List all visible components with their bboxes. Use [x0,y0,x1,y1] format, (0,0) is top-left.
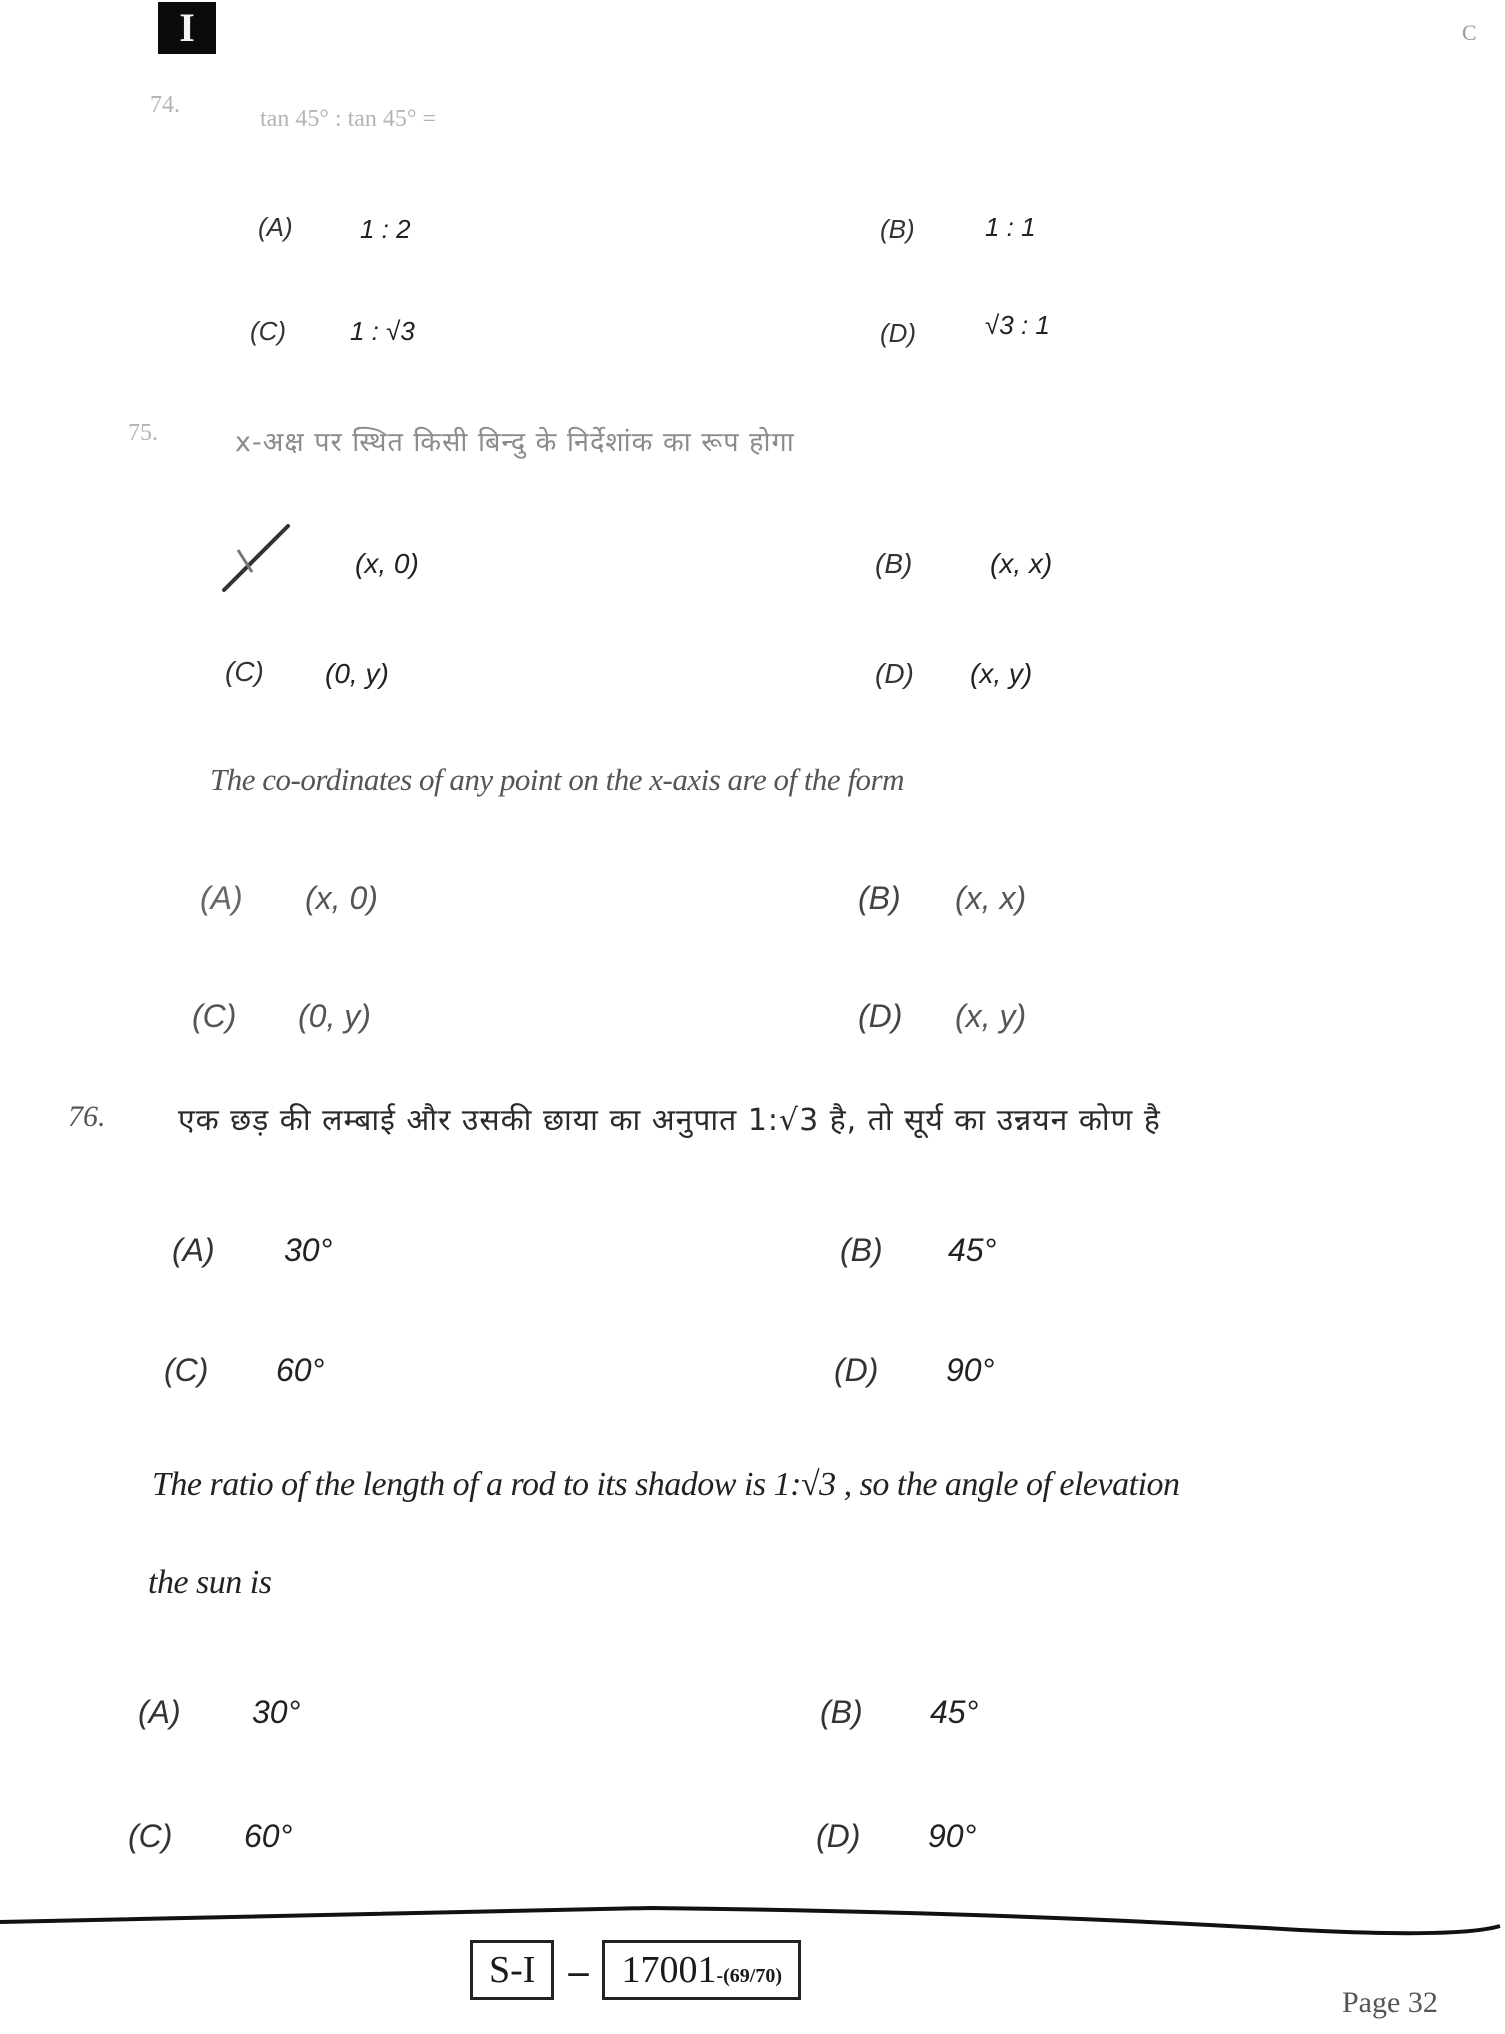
paper-code-box [602,1940,801,2000]
option-value-c: 60° [244,1818,293,1854]
option-value-b: (x, x) [990,548,1053,579]
question-stem-hindi: एक छड़ की लम्बाई और उसकी छाया का अनुपात 1:√3 है, तो सूर्य का उन्नयन कोण है [178,1103,1161,1138]
section-marker: I [158,2,216,54]
option-label-b: (B) [880,214,915,244]
option-value-b: 45° [948,1232,997,1268]
option-value-b: (x, x) [955,880,1027,916]
option-label-a: (A) [172,1232,215,1268]
footer-code-group [470,1940,801,2000]
option-label-a: (A) [258,212,293,242]
question-number: 75. [128,420,158,446]
option-value-b: 1 : 1 [985,212,1036,242]
option-label-a: (A) [138,1694,181,1730]
option-label-c: (C) [225,656,264,687]
option-label-d: (D) [875,658,914,689]
option-label-c: (C) [192,998,237,1034]
option-value-a: 30° [252,1694,301,1730]
option-value-d: (x, y) [970,658,1033,689]
question-stem-english-line1: The ratio of the length of a rod to its shadow is 1:√3 , so the angle of elevation [152,1466,1180,1503]
question-stem-english-line2: the sun is [148,1564,272,1601]
option-label-c: (C) [164,1352,209,1388]
option-value-d: (x, y) [955,998,1027,1034]
option-value-c: 60° [276,1352,325,1388]
question-number: 76. [68,1100,106,1133]
option-label-b: (B) [820,1694,863,1730]
option-label-c: (C) [128,1818,173,1854]
question-number: 74. [150,92,180,118]
option-label-b: (B) [875,548,913,579]
option-value-c: (0, y) [325,658,389,689]
question-stem: tan 45° : tan 45° = [260,106,437,132]
option-label-b: (B) [858,880,901,916]
option-value-a: 30° [284,1232,333,1268]
corner-mark: C [1462,20,1477,45]
code-separator: – [568,1947,589,1993]
option-value-d: 90° [928,1818,977,1854]
option-value-d: √3 : 1 [985,310,1050,340]
option-label-d: (D) [880,318,917,348]
answer-tick-mark-icon [218,520,298,600]
footer-divider [0,1900,1505,1940]
option-value-a: (x, 0) [305,880,378,916]
option-value-c: (0, y) [298,998,371,1034]
option-label-d: (D) [858,998,903,1034]
option-label-c: (C) [250,316,287,346]
series-code-box: S-I [470,1940,554,2000]
paper-code-suffix: -(69/70) [716,1965,782,1987]
option-value-d: 90° [946,1352,995,1388]
question-stem-hindi: x-अक्ष पर स्थित किसी बिन्दु के निर्देशांक का रूप होगा [235,427,795,458]
option-label-d: (D) [834,1352,879,1388]
paper-code: 17001 [621,1949,717,1991]
option-value-c: 1 : √3 [350,316,415,346]
option-value-b: 45° [930,1694,979,1730]
option-label-d: (D) [816,1818,861,1854]
option-label-a: (A) [200,880,243,916]
option-value-a: 1 : 2 [360,214,411,244]
option-label-b: (B) [840,1232,883,1268]
option-value-a: (x, 0) [355,548,419,579]
page-number: Page 32 [1342,1986,1438,2019]
question-stem-english: The co-ordinates of any point on the x-axis are of the form [210,762,905,797]
